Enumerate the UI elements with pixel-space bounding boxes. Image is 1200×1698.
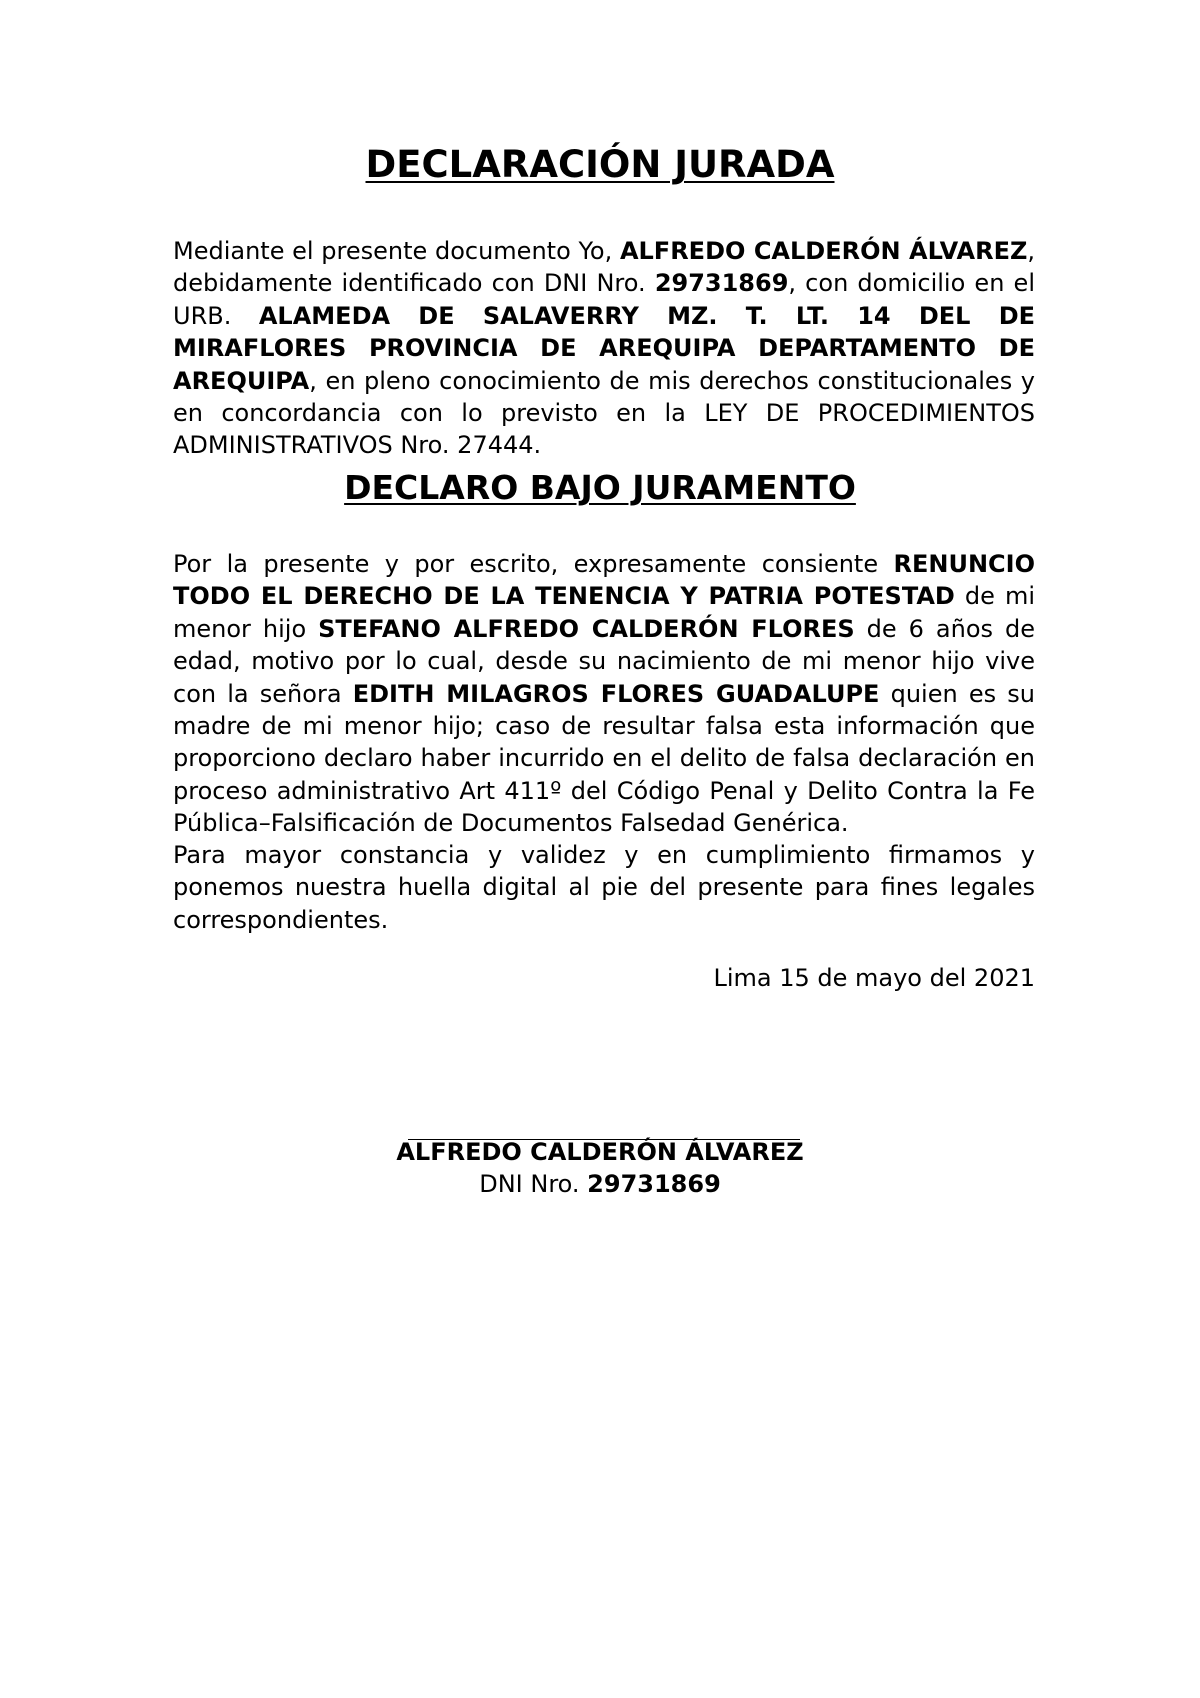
declarant-name: ALFREDO CALDERÓN ÁLVAREZ — [619, 237, 1028, 265]
signer-name: ALFREDO CALDERÓN ÁLVAREZ — [396, 1138, 804, 1166]
declaration-heading: DECLARO BAJO JURAMENTO — [344, 468, 856, 507]
declarant-paragraph — [173, 235, 1035, 462]
place-and-date: Lima 15 de mayo del 2021 — [713, 964, 1035, 992]
text-segment: Mediante el presente documento Yo, — [173, 237, 620, 265]
child-name: STEFANO ALFREDO CALDERÓN FLORES — [318, 614, 855, 643]
mother-name: EDITH MILAGROS FLORES GUADALUPE — [352, 679, 880, 708]
document-title: DECLARACIÓN JURADA — [365, 143, 835, 186]
signer-id — [0, 1168, 1200, 1200]
text-segment: , con domicilio en el URB. — [173, 269, 1035, 330]
signer-id-label: DNI Nro. — [479, 1170, 588, 1198]
text-segment: de 6 años de edad, motivo por lo cual, desde su nacimiento de mi menor hijo vive con la señora — [173, 614, 1035, 708]
signer-id-number: 29731869 — [587, 1170, 721, 1198]
text-segment: , en pleno conocimiento de mis derechos constitucionales y en concordancia con lo previsto en la LEY DE PROCEDIMIENTOS ADMINISTRATIVOS Nro. 27444. — [173, 366, 1035, 460]
declarant-dni: 29731869 — [654, 269, 789, 298]
renunciation-statement: RENUNCIO TODO EL DERECHO DE LA TENENCIA Y PATRIA POTESTAD — [173, 550, 1035, 611]
text-segment: quien es su madre de mi menor hijo; caso de resultar falsa esta información que proporciono declaro haber incurrido en el delito de falsa declaración en proceso administrativo Art 411º del Código Penal y Delito Contra la Fe Pública–Falsificación de Documentos Falsedad Genérica. — [173, 679, 1036, 838]
declaration-body-paragraph — [173, 548, 1035, 840]
closing-paragraph: Para mayor constancia y validez y en cumplimiento firmamos y ponemos nuestra huella digital al pie del presente para fines legales correspondientes. — [173, 841, 1035, 934]
text-segment: de mi menor hijo — [173, 582, 1035, 643]
text-segment: Por la presente y por escrito, expresamente consiente — [173, 550, 894, 578]
declarant-address: ALAMEDA DE SALAVERRY MZ. T. LT. 14 DEL DE MIRAFLORES PROVINCIA DE AREQUIPA DEPARTAMENTO DE AREQUIPA — [173, 301, 1036, 395]
text-segment: , debidamente identificado con DNI Nro. — [173, 237, 1036, 298]
